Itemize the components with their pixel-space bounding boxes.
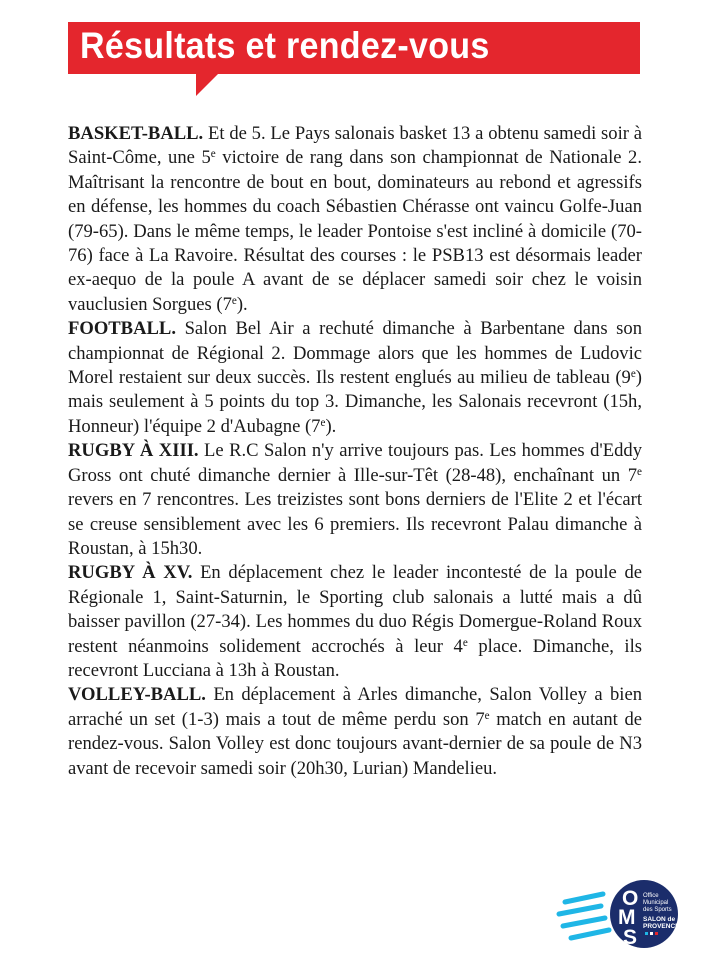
section-rugby-xv: RUGBY À XV. En déplacement chez le leader incontesté de la poule de Régionale 1, Saint-Saturnin, le Sporting club salonais a lutté mais a dû baisser pavillon (27-34). Les hommes du duo Régis Domergue-Roland Roux restent néanmoins solidement accrochés à leur 4e place. Dimanche, ils recevront Lucciana à 13h à Roustan.	[68, 562, 642, 681]
logo-dot	[645, 932, 648, 935]
section-volley-ball: VOLLEY-BALL. En déplacement à Arles dimanche, Salon Volley a bien arraché un set (1-3) mais a tout de même perdu son 7e match en autant de rendez-vous. Salon Volley est donc toujours avant-dernier de sa poule de N3 avant de recevoir samedi soir (20h30, Lurian) Mandelieu.	[68, 684, 643, 779]
logo-dot	[650, 932, 653, 935]
section-football: FOOTBALL. Salon Bel Air a rechuté dimanche à Barbentane dans son championnat de Régional 2. Dommage alors que les hommes de Ludovic Morel restaient sur deux succès. Ils restent englués au milieu de tableau (9e) mais seulement à 5 points du top 3. Dimanche, les Salonais recevront (15h, Honneur) l'équipe 2 d'Aubagne (7e).	[68, 318, 642, 437]
section-heading: RUGBY À XV.	[68, 562, 193, 584]
section-heading: VOLLEY-BALL.	[68, 684, 206, 706]
section-rugby-xiii: RUGBY À XIII. Le R.C Salon n'y arrive toujours pas. Les hommes d'Eddy Gross ont chuté dimanche dernier à Ille-sur-Têt (28-48), enchaînant un 7e revers en 7 rencontres. Les treizistes sont bons derniers de l'Elite 2 et l'écart se creuse sensiblement avec les 6 premiers. Ils recevront Palau dimanche à Roustan, à 15h30.	[68, 440, 643, 559]
article-body	[68, 122, 642, 781]
logo-line-sports: des Sports	[643, 907, 672, 913]
title-banner	[68, 22, 640, 74]
page-title: Résultats et rendez-vous	[80, 25, 490, 66]
logo-letter-o: O	[622, 887, 639, 910]
section-basket-ball: BASKET-BALL. Et de 5. Le Pays salonais basket 13 a obtenu samedi soir à Saint-Côme, une 5e victoire de rang dans son championnat de Nationale 2. Maîtrisant la rencontre de bout en bout, dominateurs au rebond et agressifs en défense, les hommes du coach Sébastien Chérasse ont vaincu Golfe-Juan (79-65). Dans le même temps, le leader Pontoise s'est incliné à domicile (70-76) face à La Ravoire. Résultat des courses : le PSB13 est désormais leader ex-aequo de la poule A avant de se déplacer samedi soir chez le voisin vauclusien Sorgues (7e).	[68, 123, 643, 315]
section-heading: BASKET-BALL.	[68, 123, 204, 144]
logo-dot	[655, 932, 658, 935]
section-heading: FOOTBALL.	[68, 318, 176, 340]
speed-lines-icon	[559, 894, 609, 938]
logo-line-provence: PROVENCE	[643, 923, 680, 930]
logo-line-office: Office	[643, 893, 659, 899]
logo-line-salon: SALON de	[643, 916, 676, 923]
section-heading: RUGBY À XIII.	[68, 440, 199, 462]
logo-letter-s: S	[623, 926, 638, 949]
logo-letter-m: M	[618, 906, 636, 929]
oms-logo	[555, 878, 680, 950]
logo-line-municipal: Municipal	[643, 900, 669, 906]
